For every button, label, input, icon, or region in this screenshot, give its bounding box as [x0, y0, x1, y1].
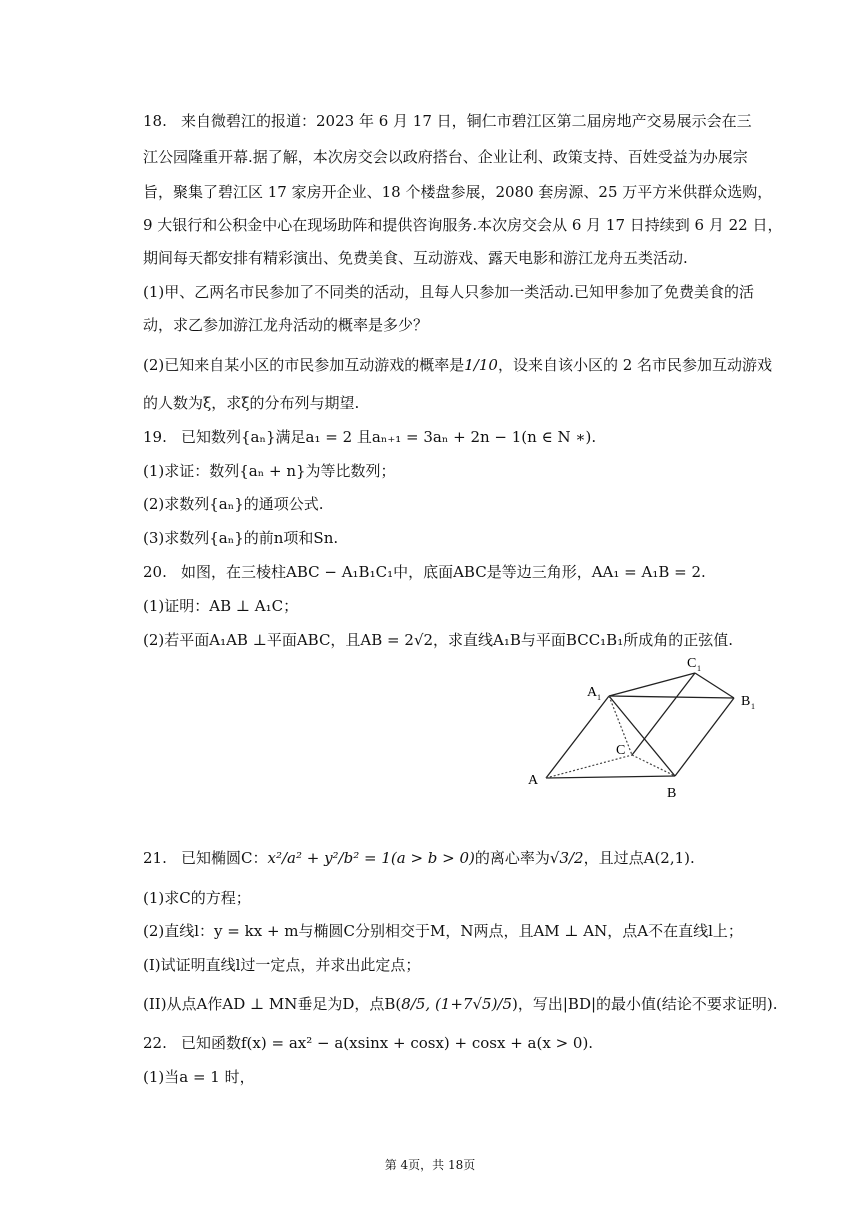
hidden-edge-a-c [546, 755, 632, 778]
q21-part-I: (I)试证明直线l过一定点，并求出此定点； [143, 956, 421, 974]
edge-a-a1 [546, 696, 609, 778]
q21-part-II-a: (II)从点A作AD ⊥ MN垂足为D，点B( [143, 995, 402, 1013]
label-a: A [528, 773, 539, 788]
q21-stem-a: 已知椭圆C： [181, 849, 268, 867]
q21-ellipse-equation: x²/a² + y²/b² = 1(a > b > 0) [267, 849, 475, 867]
q19-stem: 已知数列{aₙ}满足a₁ = 2 且aₙ₊₁ = 3aₙ + 2n − 1(n ∈ N ∗). [181, 428, 597, 446]
label-c: C [616, 743, 626, 758]
q18-part1-line-1: (1)甲、乙两名市民参加了不同类的活动，且每人只参加一类活动.已知甲参加了免费美食的活 [143, 283, 755, 301]
label-b: B [667, 786, 677, 801]
q21-point-b: 8/5, (1+7√5)/5 [401, 995, 513, 1013]
hidden-edge-c-b [632, 755, 675, 776]
q21-part-1: (1)求C的方程； [143, 889, 251, 907]
q22-number: 22. [143, 1034, 167, 1052]
label-c1-sub: 1 [697, 664, 701, 673]
q18-text-1: 来自微碧江的报道：2023 年 6 月 17 日，铜仁市碧江区第二届房地产交易展示会在三 [181, 112, 752, 130]
q19-part-2: (2)求数列{aₙ}的通项公式. [143, 495, 324, 513]
q19-number: 19. [143, 428, 167, 446]
label-a1-sub: 1 [597, 693, 601, 702]
q21-stem-b: 的离心率为 [474, 849, 550, 867]
q20-part-2: (2)若平面A₁AB ⊥平面ABC，且AB = 2√2，求直线A₁B与平面BCC₁B₁所成角的正弦值. [143, 631, 733, 649]
label-c1: C [687, 656, 697, 671]
q19-stem-line [143, 427, 596, 447]
q21-eccentricity: √3/2 [549, 849, 584, 867]
q18-line-3: 旨，聚集了碧江区 17 家房开企业、18 个楼盘参展，2080 套房源、25 万平方米供群众选购， [143, 183, 773, 201]
q18-line-1 [143, 111, 752, 131]
q22-stem: 已知函数f(x) = ax² − a(xsinx + cosx) + cosx + a(x > 0). [181, 1034, 594, 1052]
edge-a1-b1 [609, 696, 734, 698]
edge-a1-c1 [609, 673, 695, 696]
prism-figure [520, 648, 770, 804]
q20-number: 20. [143, 563, 167, 581]
q19-part-3: (3)求数列{aₙ}的前n项和Sn. [143, 529, 339, 547]
q21-stem-c: ，且过点A(2,1). [583, 849, 695, 867]
edge-a-b [546, 776, 675, 778]
label-b1-sub: 1 [751, 702, 755, 711]
label-a1: A [587, 685, 598, 700]
q20-stem: 如图，在三棱柱ABC − A₁B₁C₁中，底面ABC是等边三角形，AA₁ = A₁B = 2. [181, 563, 706, 581]
edge-c-c1 [632, 673, 695, 755]
q18-number: 18. [143, 112, 167, 130]
q20-stem-line [143, 562, 706, 582]
edge-a1-b [609, 696, 675, 776]
page-footer: 第 4页，共 18页 [384, 1158, 476, 1172]
label-b1: B [741, 694, 751, 709]
q18-line-4: 9 大银行和公积金中心在现场助阵和提供咨询服务.本次房交会从 6 月 17 日持续到 6 月 22 日， [143, 216, 783, 234]
q18-part1-line-2: 动，求乙参加游江龙舟活动的概率是多少？ [143, 316, 429, 334]
q21-number: 21. [143, 849, 167, 867]
q19-part-1: (1)求证：数列{aₙ + n}为等比数列； [143, 462, 396, 480]
edge-c1-b1 [695, 673, 734, 698]
edge-b-b1 [675, 698, 734, 776]
q21-part-2: (2)直线l：y = kx + m与椭圆C分别相交于M，N两点，且AM ⊥ AN，点A不在直线l上； [143, 922, 743, 940]
q18-part2-fraction: 1/10 [464, 356, 498, 374]
q18-part2-text-b: ，设来自该小区的 2 名市民参加互动游戏 [497, 356, 773, 374]
q18-line-5: 期间每天都安排有精彩演出、免费美食、互动游戏、露天电影和游江龙舟五类活动. [143, 249, 688, 267]
q18-part2-line-1 [143, 355, 772, 375]
q18-part2-text-a: (2)已知来自某小区的市民参加互动游戏的概率是 [143, 356, 465, 374]
q18-line-2: 江公园隆重开幕.据了解，本次房交会以政府搭台、企业让利、政策支持、百姓受益为办展宗 [143, 148, 748, 166]
q21-part-II [143, 994, 778, 1014]
q20-part-1: (1)证明：AB ⊥ A₁C； [143, 597, 299, 615]
q22-part-1: (1)当a = 1 时， [143, 1068, 255, 1086]
q18-part2-line-2: 的人数为ξ，求ξ的分布列与期望. [143, 394, 360, 412]
q22-stem-line [143, 1033, 593, 1053]
q21-part-II-b: )，写出|BD|的最小值(结论不要求证明). [512, 995, 778, 1013]
q21-stem-line [143, 848, 695, 868]
